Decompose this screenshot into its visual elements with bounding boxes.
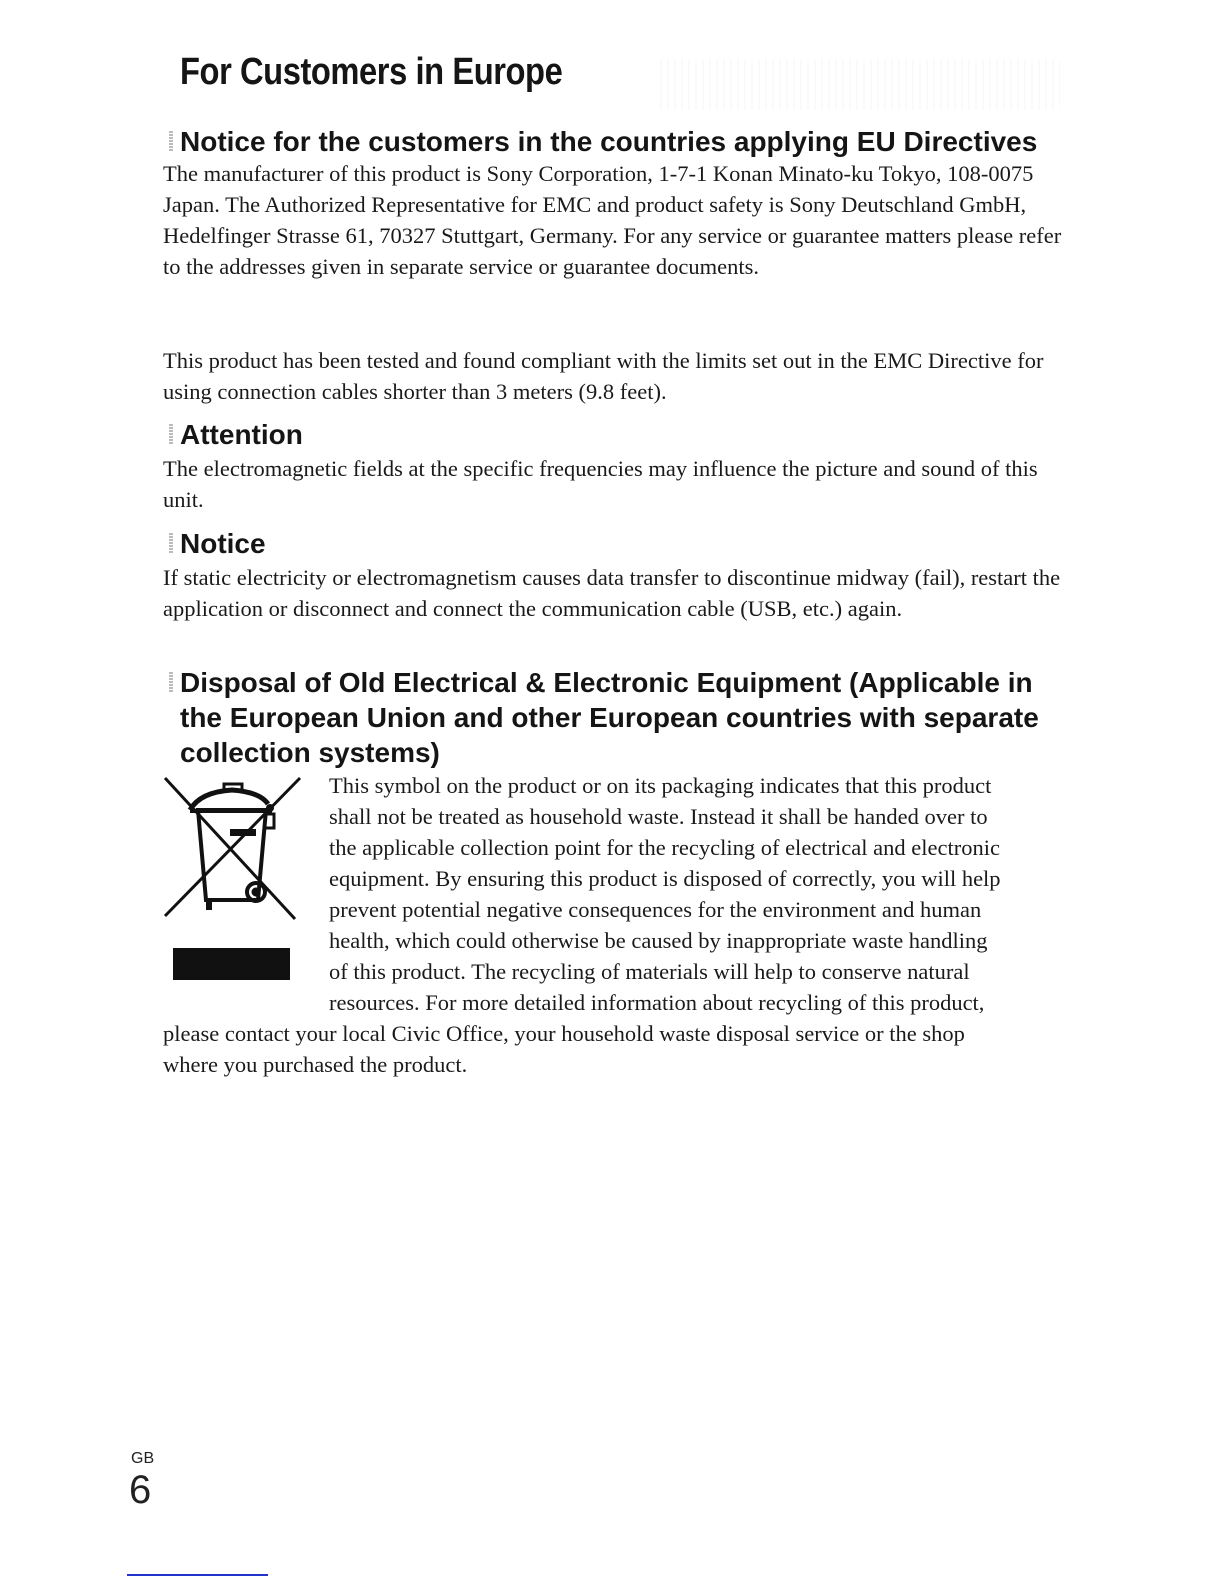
text-line: equipment. By ensuring this product is disposed of correctly, you will help [329, 866, 1001, 891]
section-heading-attention [180, 417, 303, 452]
heading-text: Notice for the customers in the countries applying EU Directives [180, 126, 1038, 157]
text-line: prevent potential negative consequences for the environment and human [329, 897, 982, 922]
paragraph-disposal-full-width [163, 1018, 1103, 1080]
section-heading-notice [180, 526, 266, 561]
section-heading-eu-directives [180, 124, 1037, 159]
heading-text: Attention [180, 419, 303, 450]
text-line: health, which could otherwise be caused by inappropriate waste handling [329, 928, 988, 953]
paragraph-notice: If static electricity or electromagnetism causes data transfer to discontinue midway (fail), restart the application or disconnect and connect the communication cable (USB, etc.) again. [163, 565, 1061, 621]
text-line: please contact your local Civic Office, your household waste disposal service or the shop [163, 1021, 965, 1046]
heading-line: the European Union and other European countries with separate [180, 702, 1039, 733]
paragraph-disposal-beside-icon [329, 770, 1089, 1018]
text-line: shall not be treated as household waste. Instead it shall be handed over to [329, 804, 988, 829]
page-number: 6 [129, 1468, 152, 1512]
paragraph-manufacturer: The manufacturer of this product is Sony Corporation, 1-7-1 Konan Minato-ku Tokyo, 108-0075 Japan. The Authorized Representative for EMC and product safety is Sony Deutschland GmbH, Hedelfinger Strasse 61, 70327 Stuttgart, Germany. For any service or guarantee matters please refer to the addresses given in separate service or guarantee documents. [163, 161, 1062, 279]
heading-text: Notice [180, 528, 266, 559]
section-heading-disposal [180, 665, 1039, 770]
heading-marker-icon [169, 672, 173, 692]
text-line: the applicable collection point for the recycling of electrical and electronic [329, 835, 1000, 860]
heading-marker-icon [169, 424, 173, 444]
heading-marker-icon [169, 131, 173, 151]
text-line: resources. For more detailed information about recycling of this product, [329, 990, 985, 1015]
show-through-artifact [660, 60, 1060, 110]
heading-line: collection systems) [180, 737, 440, 768]
language-code: GB [131, 1450, 155, 1467]
heading-marker-icon [169, 533, 173, 553]
text-line: where you purchased the product. [163, 1052, 468, 1077]
paragraph-emc-compliance: This product has been tested and found compliant with the limits set out in the EMC Directive for using connection cables shorter than 3 meters (9.8 feet). [163, 348, 1044, 404]
text-line: of this product. The recycling of materials will help to conserve natural [329, 959, 970, 984]
crossed-out-wheelie-bin-icon [160, 774, 305, 984]
text-line: This symbol on the product or on its packaging indicates that this product [329, 773, 992, 798]
heading-line: Disposal of Old Electrical & Electronic Equipment (Applicable in [180, 667, 1033, 698]
page-title: For Customers in Europe [180, 51, 563, 93]
paragraph-attention: The electromagnetic fields at the specific frequencies may influence the picture and sound of this unit. [163, 456, 1038, 512]
footer-rule [127, 1574, 268, 1576]
